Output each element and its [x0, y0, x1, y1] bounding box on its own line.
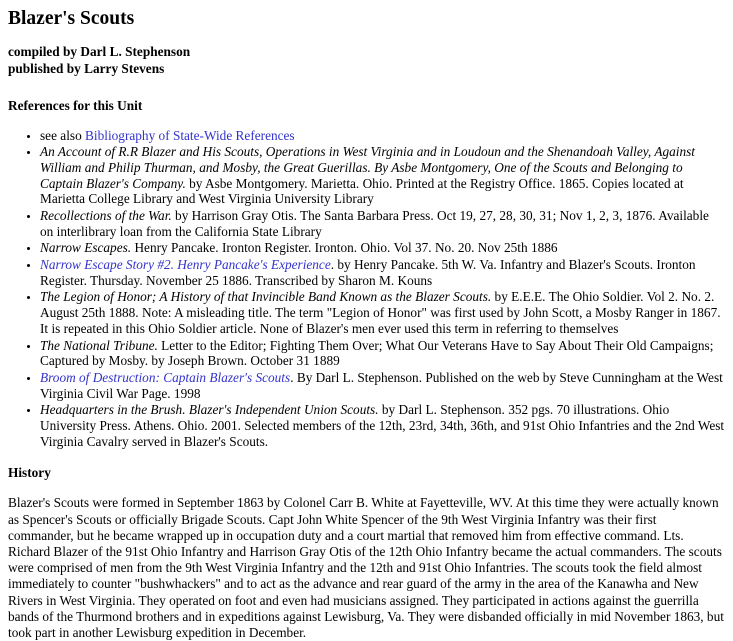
link-bibliography-state-wide-references[interactable]: Bibliography of State-Wide References — [85, 127, 295, 143]
reference-prefix: see also — [40, 127, 86, 143]
history-heading: History — [8, 465, 51, 481]
page-title: Blazer's Scouts — [8, 8, 135, 29]
reference-detail: Letter to the Editor; Fighting Them Over; What Our Veterans Have to Say About Their Old Campaigns; Captured by Mosby. by Joseph Brown. October 31 1889 — [40, 337, 714, 369]
reference-title: The Legion of Honor; A History of that Invincible Band Known as the Blazer Scouts. — [40, 289, 492, 305]
reference-detail: by Harrison Gray Otis. The Santa Barbara Press. Oct 19, 27, 28, 30, 31; Nov 1, 2, 3, 1876. Available on interlibrary loan from the California State Library — [40, 208, 709, 239]
reference-title: Recollections of the War. — [40, 208, 172, 224]
list-item — [40, 240, 725, 256]
byline — [8, 44, 725, 77]
list-item — [40, 128, 725, 144]
references-heading: References for this Unit — [8, 97, 143, 113]
link-broom-of-destruction[interactable]: Broom of Destruction: Captain Blazer's Scouts — [40, 369, 291, 385]
reference-detail: Henry Pancake. Ironton Register. Ironton. Ohio. Vol 37. No. 20. Nov 25th 1886 — [131, 240, 558, 256]
reference-title: Headquarters in the Brush. Blazer's Independent Union Scouts. — [40, 402, 379, 418]
compiled-by-line: compiled by Darl L. Stephenson — [8, 44, 191, 60]
list-item — [40, 208, 725, 239]
list-item — [40, 144, 725, 207]
published-by-line: published by Larry Stevens — [8, 61, 165, 77]
history-paragraph: Blazer's Scouts were formed in September 1863 by Colonel Carr B. White at Fayetteville, WV. At this time they were actually known as Spencer's Scouts or officially Brigade Scouts. Capt John White Spencer of the 9th West Virginia Infantry was their first commander, but he became wrapped up in occupation duty and a court martial that removed him from effective command. Lts. Richard Blazer of the 91st Ohio Infantry and Harrison Gray Otis of the 12th Ohio Infantry became the actual commanders. The scouts were comprised of men from the 9th West Virginia Infantry and the 12th and 91st Ohio Infantries. The scouts took the field almost immediately to counter "bushwhackers" and to act as the advance and rear guard of the army in the area of the Kanawha and New Rivers in West Virginia. They operated on foot and even had musicians assigned. They participated in actions against the guerrilla bands of the Thurmond brothers and in expeditions against Lewisburg, Va. They were disbanded officially in mid November 1863, but took part in another Lewisburg expedition in December. — [8, 495, 724, 641]
reference-detail: by E.E.E. The Ohio Soldier. Vol 2. No. 2. August 25th 1888. Note: A misleading title. The term "Legion of Honor" was first used by John Scott, a Mosby Ranger in 1867. It is repeated in this Ohio Soldier article. None of Blazer's men ever used this term in referring to themselves — [40, 289, 721, 336]
reference-detail: . By Darl L. Stephenson. Published on the web by Steve Cunningham at the West Virginia Civil War Page. 1998 — [40, 369, 723, 401]
link-narrow-escape-story-2[interactable]: Narrow Escape Story #2. Henry Pancake's Experience — [40, 257, 331, 273]
reference-title: An Account of R.R Blazer and His Scouts, Operations in West Virginia and in Loudoun and the Shenandoah Valley, Against William and Philip Thurman, and Mosby, the Great Guerillas. By Asbe Montgomery, One of the Scouts and Belonging to Captain Blazer's Company. — [40, 144, 695, 191]
reference-title: The National Tribune. — [40, 337, 158, 353]
reference-title: Narrow Escapes. — [40, 240, 132, 256]
reference-detail: by Darl L. Stephenson. 352 pgs. 70 illustrations. Ohio University Press. Athens. Ohio. 2001. Selected members of the 12th, 23rd, 34th, 36th, and 91st Ohio Infantries and the 2nd West Virginia Cavalry served in Blazer's Scouts. — [40, 402, 725, 449]
list-item — [40, 338, 725, 369]
list-item — [40, 402, 725, 449]
reference-detail: by Asbe Montgomery. Marietta. Ohio. Printed at the Registry Office. 1865. Copies located at Marietta College Library and West Virginia University Library — [40, 175, 684, 207]
references-list — [8, 128, 725, 450]
reference-detail: . by Henry Pancake. 5th W. Va. Infantry and Blazer's Scouts. Ironton Register. Thursday. November 25 1886. Transcribed by Sharon M. Kouns — [40, 257, 696, 288]
list-item — [40, 370, 725, 401]
list-item — [40, 257, 725, 288]
list-item — [40, 289, 725, 336]
